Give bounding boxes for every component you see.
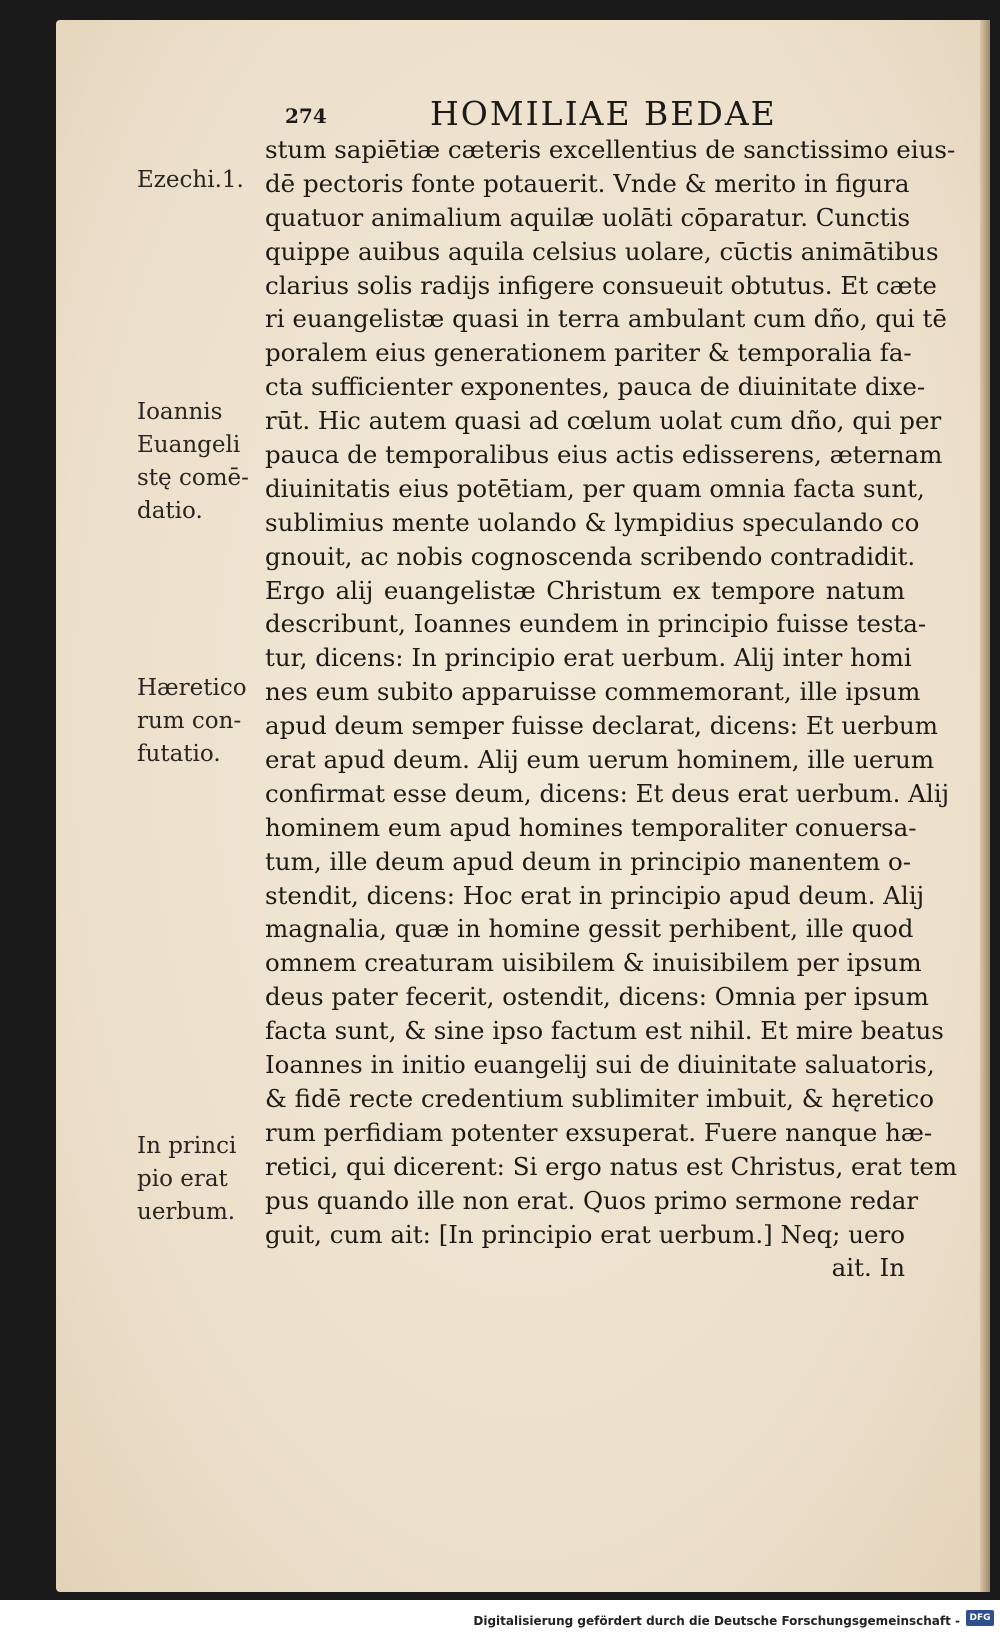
text-line: retici, qui dicerent: Si ergo natus est Christus, erat tem <box>265 1151 958 1181</box>
text-line: Ergo alij euangelistæ Christum ex tempore natum <box>265 575 905 605</box>
text-line: erat apud deum. Alij eum uerum hominem, ille uerum <box>265 745 935 775</box>
text-line: poralem eius generationem pariter & temporalia fa- <box>265 338 912 368</box>
page-header <box>285 96 845 136</box>
margin-note-ezechiel <box>137 164 267 197</box>
margin-note-line: In princi <box>137 1133 237 1159</box>
margin-note-in-principio <box>137 1130 267 1229</box>
text-line: apud deum semper fuisse declarat, dicens: Et uerbum <box>265 711 939 741</box>
body-text <box>265 133 958 1285</box>
text-line: ri euangelistæ quasi in terra ambulant cum dño, qui tē <box>265 304 947 334</box>
text-line: hominem eum apud homines temporaliter conuersa- <box>265 812 917 842</box>
text-line: pus quando ille non erat. Quos primo sermone redar <box>265 1185 919 1215</box>
text-line: stendit, dicens: Hoc erat in principio apud deum. Alij <box>265 880 925 910</box>
text-line: pauca de temporalibus eius actis edisserens, æternam <box>265 440 943 470</box>
margin-note-line: datio. <box>137 498 203 524</box>
text-line: stum sapiētiæ cæteris excellentius de sanctissimo eius- <box>265 135 956 164</box>
text-line: sublimius mente uolando & lympidius speculando co <box>265 507 920 537</box>
footer-credit: Digitalisierung gefördert durch die Deutsche Forschungsgemeinschaft - <box>473 1614 960 1628</box>
text-line: cta sufficienter exponentes, pauca de diuinitate dixe- <box>265 372 926 402</box>
text-line: quatuor animalium aquilæ uolāti cōparatur. Cunctis <box>265 202 911 232</box>
margin-notes <box>137 150 267 1300</box>
page-edge <box>980 20 990 1592</box>
text-line: diuinitatis eius potētiam, per quam omnia facta sunt, <box>265 473 925 503</box>
text-line: describunt, Ioannes eundem in principio fuisse testa- <box>265 609 927 639</box>
text-line: guit, cum ait: [In principio erat uerbum.] Neq; uero <box>265 1219 905 1249</box>
margin-note-line: Ezechi.1. <box>137 167 244 193</box>
text-line: clarius solis radijs infigere consueuit obtutus. Et cæte <box>265 270 937 300</box>
margin-note-line: Ioannis <box>137 399 223 425</box>
text-line: facta sunt, & sine ipso factum est nihil. Et mire beatus <box>265 1016 944 1046</box>
margin-note-haereticorum <box>137 672 267 771</box>
margin-note-line: Hæretico <box>137 675 247 701</box>
text-line: tur, dicens: In principio erat uerbum. Alij inter homi <box>265 643 912 673</box>
dfg-logo: DFG <box>966 1610 994 1626</box>
text-line: & fidē recte credentium sublimiter imbuit, & hęretico <box>265 1083 934 1113</box>
text-line: confirmat esse deum, dicens: Et deus erat uerbum. Alij <box>265 778 950 808</box>
text-line: deus pater fecerit, ostendit, dicens: Omnia per ipsum <box>265 982 929 1012</box>
margin-note-line: uerbum. <box>137 1199 236 1225</box>
margin-note-line: rum con- <box>137 708 242 734</box>
catchword-line: ait. In <box>831 1253 905 1283</box>
text-line: gnouit, ac nobis cognoscenda scribendo contradidit. <box>265 541 916 571</box>
margin-note-line: stę comē- <box>137 465 249 491</box>
margin-note-line: Euangeli <box>137 432 241 458</box>
text-line: nes eum subito apparuisse commemorant, ille ipsum <box>265 677 921 707</box>
margin-note-line: pio erat <box>137 1166 228 1192</box>
running-title: HOMILIAE BEDAE <box>430 94 777 133</box>
footer <box>0 1600 1000 1636</box>
text-line: omnem creaturam uisibilem & inuisibilem per ipsum <box>265 948 922 978</box>
text-line: rum perfidiam potenter exsuperat. Fuere nanque hæ- <box>265 1117 933 1147</box>
margin-note-line: futatio. <box>137 741 221 767</box>
text-line: quippe auibus aquila celsius uolare, cūctis animātibus <box>265 236 939 266</box>
text-line: dē pectoris fonte potauerit. Vnde & merito in figura <box>265 168 910 198</box>
page-number: 274 <box>285 104 327 128</box>
text-line: Ioannes in initio euangelij sui de diuinitate saluatoris, <box>265 1050 935 1080</box>
text-line: rūt. Hic autem quasi ad cœlum uolat cum dño, qui per <box>265 406 942 436</box>
text-line: tum, ille deum apud deum in principio manentem o- <box>265 846 912 876</box>
margin-note-ioannis <box>137 396 267 528</box>
text-line: magnalia, quæ in homine gessit perhibent, ille quod <box>265 914 914 944</box>
